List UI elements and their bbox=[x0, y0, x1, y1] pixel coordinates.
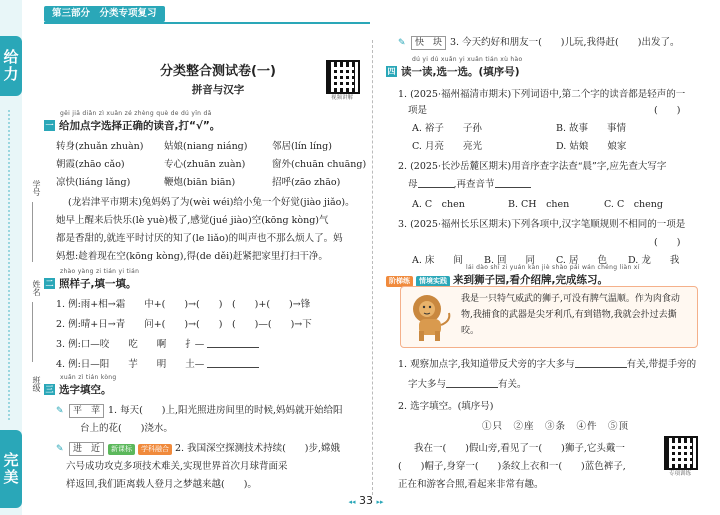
q2-row: 4. 例:日—阳 芋 明 土— bbox=[56, 356, 259, 370]
q2-pinyin: zhào yàng zi tián yi tián bbox=[60, 268, 140, 275]
q5-fill-line[interactable]: 我在一( )假山旁,看见了一( )狮子,它头戴一 bbox=[414, 443, 625, 454]
answer-blank[interactable] bbox=[207, 358, 259, 368]
context-tag: 情境实践 bbox=[416, 276, 450, 287]
right-top-item: ✎ 快 块 3. 今天约好和朋友一( )儿玩,我得赶( )出发了。 bbox=[398, 37, 680, 48]
q1-passage-line[interactable]: 都是香甜的,就连平时讨厌的知了(le liǎo)的叫声也不那么烦人了。妈 bbox=[56, 233, 343, 244]
q1-row-2: 朝霞(zhāo cǎo) 专心(zhuān zuàn) 窗外(chuān chuāng) bbox=[56, 159, 367, 170]
q5-fill-line[interactable]: 正在和游客合照,看起来非常有趣。 bbox=[398, 479, 544, 490]
pen-icon: ✎ bbox=[398, 38, 406, 48]
qr-code-icon[interactable] bbox=[664, 436, 698, 470]
binding-field-student-id: 学号 bbox=[32, 180, 41, 196]
arrow-left-icon: ◂◂ bbox=[348, 498, 356, 506]
pen-icon: ✎ bbox=[56, 406, 64, 416]
q4-heading: 四 读一读,选一选。(填序号) bbox=[387, 66, 520, 78]
q2-heading: 二 照样子,填一填。 bbox=[45, 278, 137, 290]
page-number: ◂◂ 33 ▸▸ bbox=[348, 494, 384, 507]
q5-heading: 阶梯练 情境实践 来到狮子园,看介绍牌,完成练习。 bbox=[386, 272, 608, 287]
q4-question: 2. (2025·长沙岳麓区期末)用音序查字法查“晨”字,应先查大写字 bbox=[398, 161, 667, 172]
edge-label-bottom: 完美 bbox=[0, 430, 22, 508]
badge-two: 二 bbox=[45, 279, 54, 288]
q2-row: 3. 例:口—咬 吃 啊 扌— bbox=[56, 336, 259, 350]
word-options: 快 块 bbox=[411, 36, 446, 50]
answer-blank[interactable] bbox=[207, 338, 259, 348]
qr-caption: 专项训练 bbox=[668, 471, 691, 477]
answer-paren[interactable]: ( ) bbox=[654, 237, 681, 248]
badge-four: 四 bbox=[387, 67, 396, 76]
lion-passage: 我是一只特气威武的狮子,可没有脾气温顺。作为肉食动物,我捕食的武器是尖牙利爪,有到错物,我就会扑过去撕咬。 bbox=[461, 294, 680, 336]
q4-option-row: A. 床 间 B. 回 同 C. 居 色 D. 龙 我 bbox=[412, 255, 680, 266]
word-options: 平 苹 bbox=[69, 404, 104, 418]
q5-choices: ①只 ②座 ③条 ④件 ⑤顶 bbox=[482, 421, 630, 432]
answer-blank[interactable] bbox=[495, 178, 531, 188]
q4-option-row: A. 裕子 子孙 B. 故事 事情 bbox=[412, 123, 627, 134]
lion-sign bbox=[400, 286, 698, 348]
q3-item-2-cont[interactable]: 样返回,我们距离载人登月之梦越来越( )。 bbox=[66, 479, 257, 490]
arrow-right-icon: ▸▸ bbox=[376, 498, 384, 506]
q5-item-1-cont: 字大多与 有关。 bbox=[408, 379, 527, 390]
answer-blank[interactable] bbox=[446, 378, 498, 388]
banner-rule bbox=[44, 22, 370, 24]
page-subtitle: 拼音与汉字 bbox=[191, 84, 245, 96]
q1-row-3: 凉快(liáng lǎng) 鞭炮(biān biān) 招呼(zāo zhāo) bbox=[56, 177, 341, 188]
q1-passage-line[interactable]: 她早上醒来后快乐(lè yuè)极了,感觉(jué jiào)空(kōng kòng)气 bbox=[56, 215, 329, 226]
q4-option-row: A. C chen B. CH chen C. C cheng bbox=[412, 199, 663, 210]
q3-item-1-cont[interactable]: 台上的花( )浇水。 bbox=[80, 423, 173, 434]
answer-blank[interactable] bbox=[418, 178, 454, 188]
q2-row[interactable]: 2. 例:晴+日→青 问+( )→( ) ( )—( )→下 bbox=[56, 319, 312, 330]
q5-item-2: 2. 选字填空。(填序号) bbox=[398, 401, 494, 412]
q1-heading: 一 给加点字选择正确的读音,打“√”。 bbox=[45, 120, 221, 132]
edge-dots bbox=[8, 110, 16, 420]
q3-item-1: ✎ 平 苹 1. 每天( )上,阳光照进房间里的时候,妈妈就开始给阳 bbox=[56, 405, 343, 416]
page-title: 分类整合测试卷(一) bbox=[160, 64, 276, 79]
q4-option-row: C. 月亮 亮光 D. 姑娘 娘家 bbox=[412, 141, 627, 152]
q3-item-2: ✎ 进 近 新课标 学科融合 2. 我国深空探测技术持续( )步,嫦娥 bbox=[56, 443, 341, 454]
q2-row[interactable]: 1. 例:雨+相→霜 中+( )→( ) ( )+( )→锋 bbox=[56, 299, 311, 310]
qr-code-icon[interactable] bbox=[326, 60, 360, 94]
answer-blank[interactable] bbox=[575, 358, 627, 368]
page-divider bbox=[372, 40, 373, 495]
q1-passage-line[interactable]: (龙岩津平市期末)兔妈妈了为(wèi wéi)给小兔一个好觉(jiào jiǎo)。 bbox=[68, 197, 355, 208]
q3-heading: 三 选字填空。 bbox=[45, 384, 112, 396]
new-standard-tag: 新课标 bbox=[108, 444, 135, 455]
q5-pinyin: lái dào shī zi yuán kàn jiè shào pái wán chéng liàn xí bbox=[466, 264, 640, 271]
q5-fill-line[interactable]: ( )帽子,身穿一( )条纹上衣和一( )蓝色裤子, bbox=[398, 461, 626, 472]
edge-label-top: 给力 bbox=[0, 36, 22, 96]
ladder-tag: 阶梯练 bbox=[386, 276, 413, 287]
word-options: 进 近 bbox=[69, 442, 104, 456]
answer-paren[interactable]: ( ) bbox=[654, 105, 681, 116]
q1-pinyin: gěi jiā diǎn zì xuǎn zé zhèng què de dú yīn dǎ bbox=[60, 110, 212, 117]
q3-pinyin: xuǎn zì tián kòng bbox=[60, 374, 117, 381]
q4-question-cont: 项是 bbox=[408, 105, 428, 116]
section-banner: 第三部分 分类专项复习 bbox=[44, 6, 165, 22]
binding-line bbox=[32, 302, 33, 362]
binding-margin bbox=[26, 110, 42, 420]
q4-question-cont: 母 ,再查音节 bbox=[408, 176, 531, 190]
q4-question: 3. (2025·福州长乐区期末)下列各项中,汉字笔顺规则不相同的一项是 bbox=[398, 219, 686, 230]
interdisciplinary-tag: 学科融合 bbox=[138, 444, 172, 455]
q1-passage-line[interactable]: 妈想:趁着现在空(kōng kòng),得(de děi)赶紧把家里打扫干净。 bbox=[56, 251, 328, 262]
q1-row-1: 转身(zhuǎn zhuàn) 姑娘(niang niáng) 邻居(lín líng) bbox=[56, 141, 332, 152]
qr-caption: 视频讲解 bbox=[330, 95, 353, 101]
binding-field-class: 班级 bbox=[32, 376, 41, 392]
pen-icon: ✎ bbox=[56, 444, 64, 454]
binding-field-name: 姓名 bbox=[32, 280, 41, 296]
lion-icon bbox=[405, 291, 455, 343]
badge-one: 一 bbox=[45, 121, 54, 130]
q4-question: 1. (2025·福州福清市期末)下列词语中,第二个字的读音都是轻声的一 bbox=[398, 89, 686, 100]
q4-pinyin: dú yi dú xuǎn yi xuǎn tián xù hào bbox=[412, 56, 523, 63]
badge-three: 三 bbox=[45, 385, 54, 394]
q3-item-2-cont[interactable]: 六号成功攻克多项技术难关,实现世界首次月球背面采 bbox=[66, 461, 288, 472]
binding-line bbox=[32, 202, 33, 262]
q5-item-1: 1. 观察加点字,我知道带反犬旁的字大多与 有关,带提手旁的 bbox=[398, 359, 697, 370]
